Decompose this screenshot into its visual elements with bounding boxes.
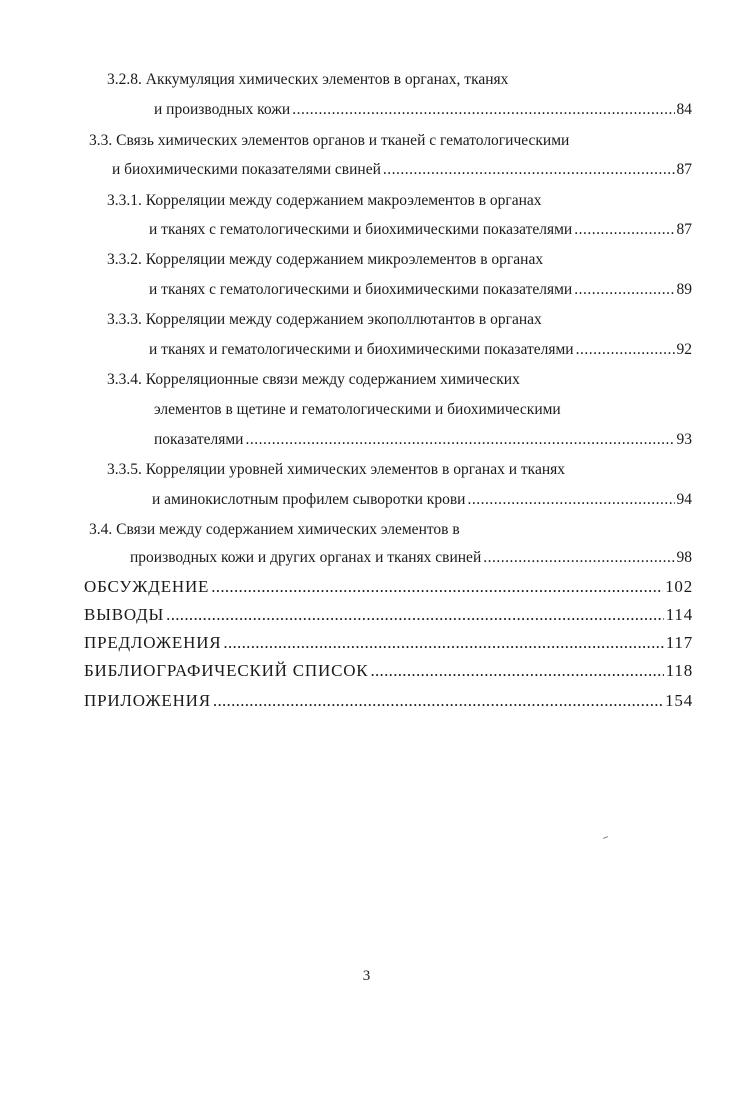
dot-leader [576, 340, 675, 360]
toc-entry-3-3-1 [149, 220, 692, 240]
toc-entry-bibliography [84, 661, 693, 681]
toc-entry-discussion-page: 102 [665, 577, 693, 596]
toc-entry-3-2-8-continuation: и производных кожи [154, 101, 291, 118]
toc-entry-3-3-4 [154, 430, 692, 450]
toc-entry-3-4-continuation: производных кожи и других органах и тканях свиней [130, 549, 482, 566]
toc-entry-3-3 [112, 160, 692, 180]
toc-entry-3-3-2-page: 89 [676, 281, 692, 298]
toc-entry-3-3-4-continuation: элементов в щетине и гематологическими и биохимическими [154, 401, 561, 418]
toc-entry-3-3-5 [152, 490, 692, 510]
dot-leader [292, 100, 674, 120]
toc-entry-3-3-5-continuation: и аминокислотным профилем сыворотки крови [152, 491, 466, 508]
toc-entry-bibliography-page: 118 [665, 661, 693, 680]
toc-entry-discussion-title: ОБСУЖДЕНИЕ [84, 577, 210, 596]
toc-entry-3-2-8 [154, 100, 692, 120]
dot-leader [574, 280, 674, 300]
toc-entry-bibliography-title: БИБЛИОГРАФИЧЕСКИЙ СПИСОК [84, 661, 369, 680]
toc-entry-proposals-page: 117 [665, 633, 693, 652]
toc-entry-3-3-5-page: 94 [676, 491, 692, 508]
toc-entry-3-3-page: 87 [676, 161, 692, 178]
toc-entry-3-3-4-continuation-2: показателями [154, 431, 244, 448]
toc-entry-3-3-continuation: и биохимическими показателями свиней [112, 161, 381, 178]
dot-leader [483, 548, 674, 568]
toc-entry-3-2-8-title: 3.2.8. Аккумуляция химических элементов в органах, тканях [107, 71, 509, 88]
toc-entry-3-4-page: 98 [676, 549, 692, 566]
toc-entry-conclusions-title: ВЫВОДЫ [84, 605, 165, 624]
dot-leader [211, 577, 663, 597]
toc-entry-3-2-8-page: 84 [676, 101, 692, 118]
toc-entry-3-3-1-continuation: и тканях с гематологическими и биохимическими показателями [149, 221, 573, 238]
toc-entry-3-3-1-title: 3.3.1. Корреляции между содержанием макроэлементов в органах [107, 192, 542, 209]
toc-entry-3-3-3 [149, 340, 692, 360]
toc-entry-3-3-2-title: 3.3.2. Корреляции между содержанием микроэлементов в органах [107, 251, 544, 268]
dot-leader [213, 691, 663, 711]
toc-entry-3-3-2-continuation: и тканях с гематологическими и биохимическими показателями [149, 281, 573, 298]
toc-entry-3-3-3-continuation: и тканях и гематологическими и биохимическими показателями [149, 341, 574, 358]
toc-entry-3-3-3-title: 3.3.3. Корреляции между содержанием экополлютантов в органах [107, 311, 542, 328]
toc-entry-3-4-title: 3.4. Связи между содержанием химических элементов в [89, 521, 460, 538]
toc-entry-3-3-3-page: 92 [676, 341, 692, 358]
dot-leader [245, 430, 674, 450]
toc-entry-3-3-2 [149, 280, 692, 300]
page-number: 3 [362, 968, 371, 984]
dot-leader [223, 633, 663, 653]
toc-entry-3-3-5-title: 3.3.5. Корреляции уровней химических элементов в органах и тканях [107, 461, 566, 478]
toc-entry-3-3-4-title: 3.3.4. Корреляционные связи между содержанием химических [107, 371, 520, 388]
toc-entry-3-4 [130, 548, 692, 568]
toc-entry-conclusions [84, 605, 693, 625]
toc-entry-3-3-title: 3.3. Связь химических элементов органов и тканей с гематологическими [89, 132, 570, 149]
dot-leader [467, 490, 674, 510]
dot-leader [383, 160, 675, 180]
toc-entry-proposals [84, 633, 693, 653]
toc-entry-appendices-title: ПРИЛОЖЕНИЯ [84, 691, 211, 710]
toc-entry-3-3-1-page: 87 [676, 221, 692, 238]
toc-entry-discussion [84, 577, 693, 597]
toc-entry-conclusions-page: 114 [665, 605, 693, 624]
toc-entry-proposals-title: ПРЕДЛОЖЕНИЯ [84, 633, 222, 652]
dot-leader [166, 605, 664, 625]
toc-entry-appendices-page: 154 [665, 691, 693, 710]
toc-entry-appendices [84, 691, 693, 711]
scan-speck [603, 836, 608, 839]
dot-leader [574, 220, 674, 240]
dot-leader [370, 661, 663, 681]
toc-entry-3-3-4-page: 93 [676, 431, 692, 448]
